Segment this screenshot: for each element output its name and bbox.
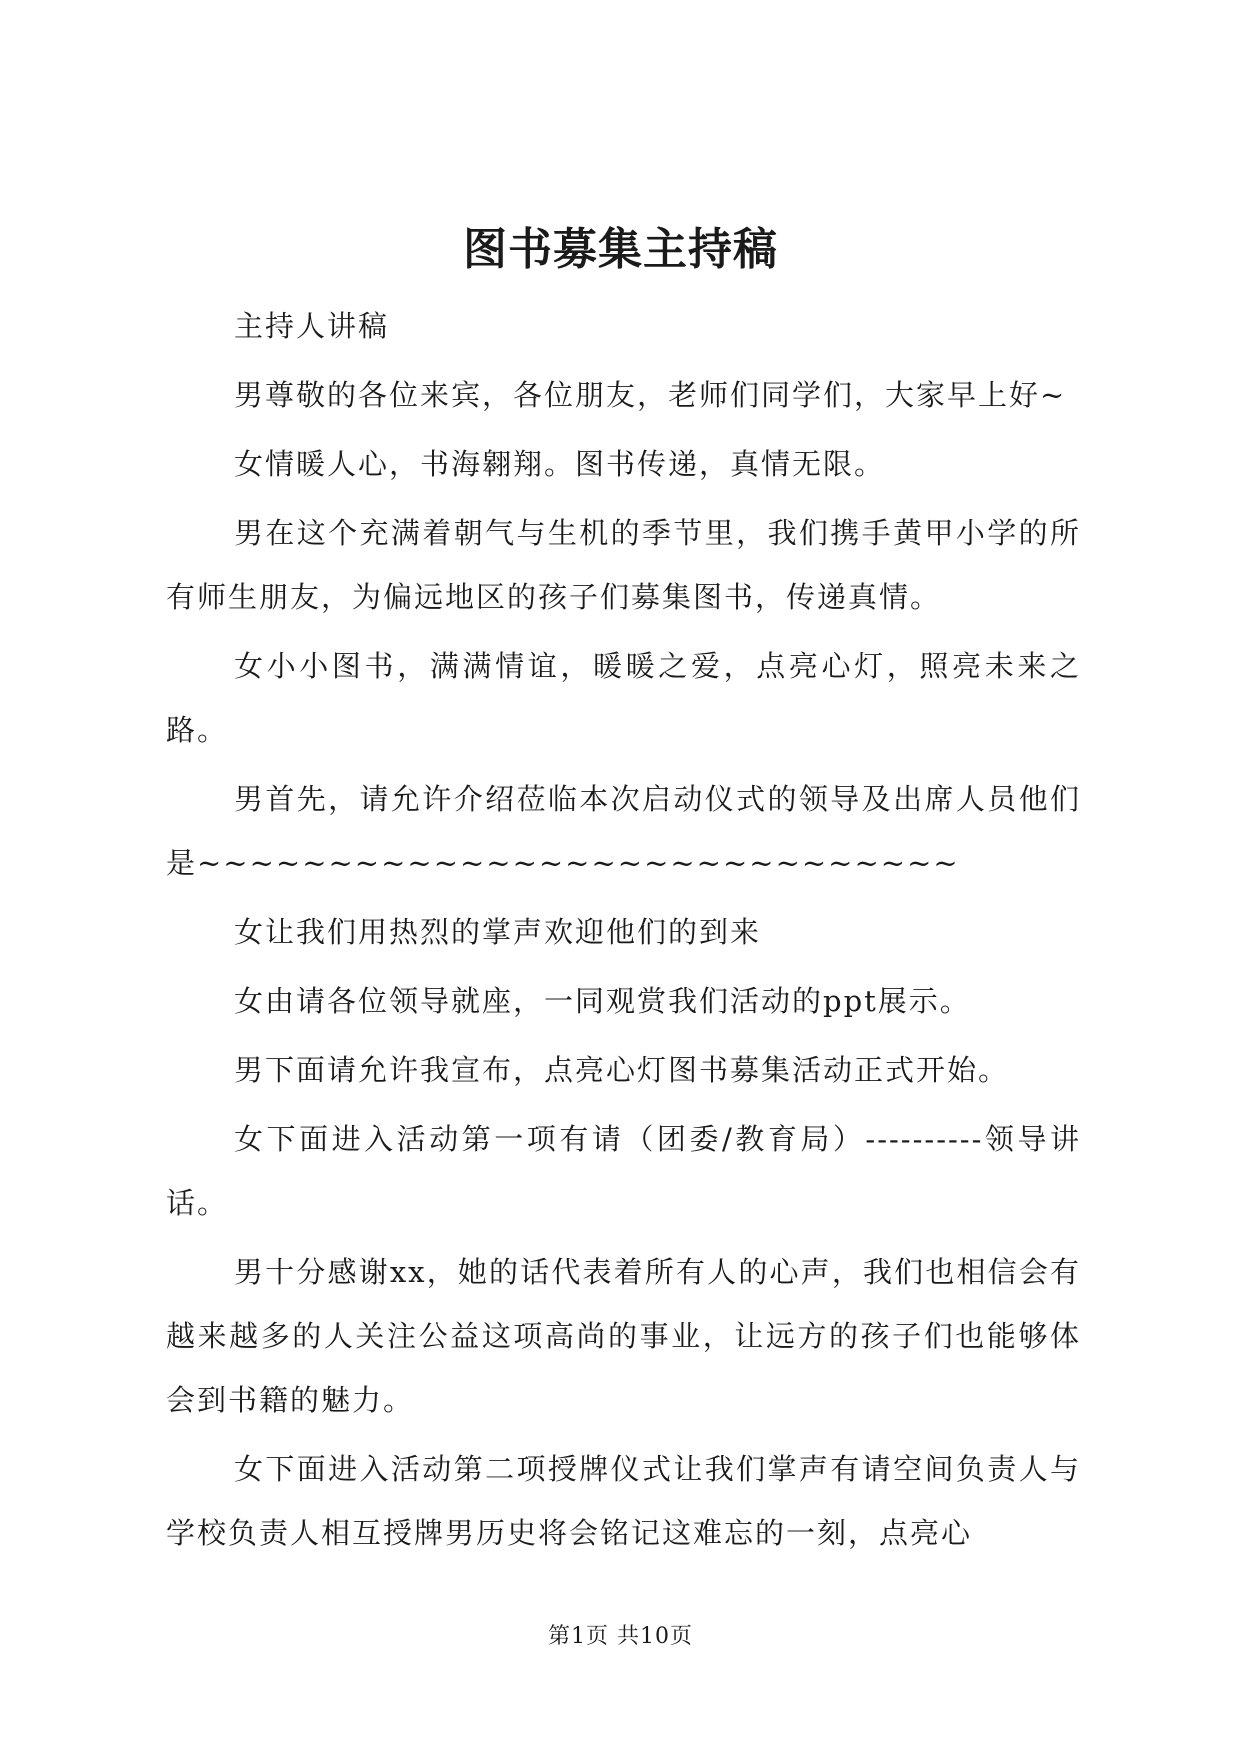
paragraph: 男首先，请允许介绍莅临本次启动仪式的领导及出席人员他们是~~~~~~~~~~~~~~~~~~~~~~~~~~~~~ xyxy=(166,782,1081,880)
paragraph: 主持人讲稿 xyxy=(234,309,390,343)
paragraph: 男十分感谢xx，她的话代表着所有人的心声，我们也相信会有越来越多的人关注公益这项高尚的事业，让远方的孩子们也能够体会到书籍的魅力。 xyxy=(166,1255,1081,1417)
page-number-footer: 第1页 共10页 xyxy=(548,1624,693,1649)
paragraph: 男尊敬的各位来宾，各位朋友，老师们同学们，大家早上好~ xyxy=(234,378,1067,412)
document-title: 图书募集主持稿 xyxy=(463,224,778,275)
paragraph: 女情暖人心，书海翱翔。图书传递，真情无限。 xyxy=(234,447,886,481)
paragraph: 男在这个充满着朝气与生机的季节里，我们携手黄甲小学的所有师生朋友，为偏远地区的孩子们募集图书，传递真情。 xyxy=(166,516,1081,614)
paragraph: 女下面进入活动第二项授牌仪式让我们掌声有请空间负责人与学校负责人相互授牌男历史将会铭记这难忘的一刻，点亮心 xyxy=(166,1452,1081,1550)
paragraph: 女下面进入活动第一项有请（团委/教育局）----------领导讲话。 xyxy=(166,1122,1081,1220)
document-body xyxy=(166,294,1081,1570)
paragraph: 女小小图书，满满情谊，暖暖之爱，点亮心灯，照亮未来之路。 xyxy=(166,649,1081,747)
paragraph: 女由请各位领导就座，一同观赏我们活动的ppt展示。 xyxy=(234,984,971,1018)
paragraph: 男下面请允许我宣布，点亮心灯图书募集活动正式开始。 xyxy=(234,1053,1010,1087)
paragraph: 女让我们用热烈的掌声欢迎他们的到来 xyxy=(234,915,762,949)
